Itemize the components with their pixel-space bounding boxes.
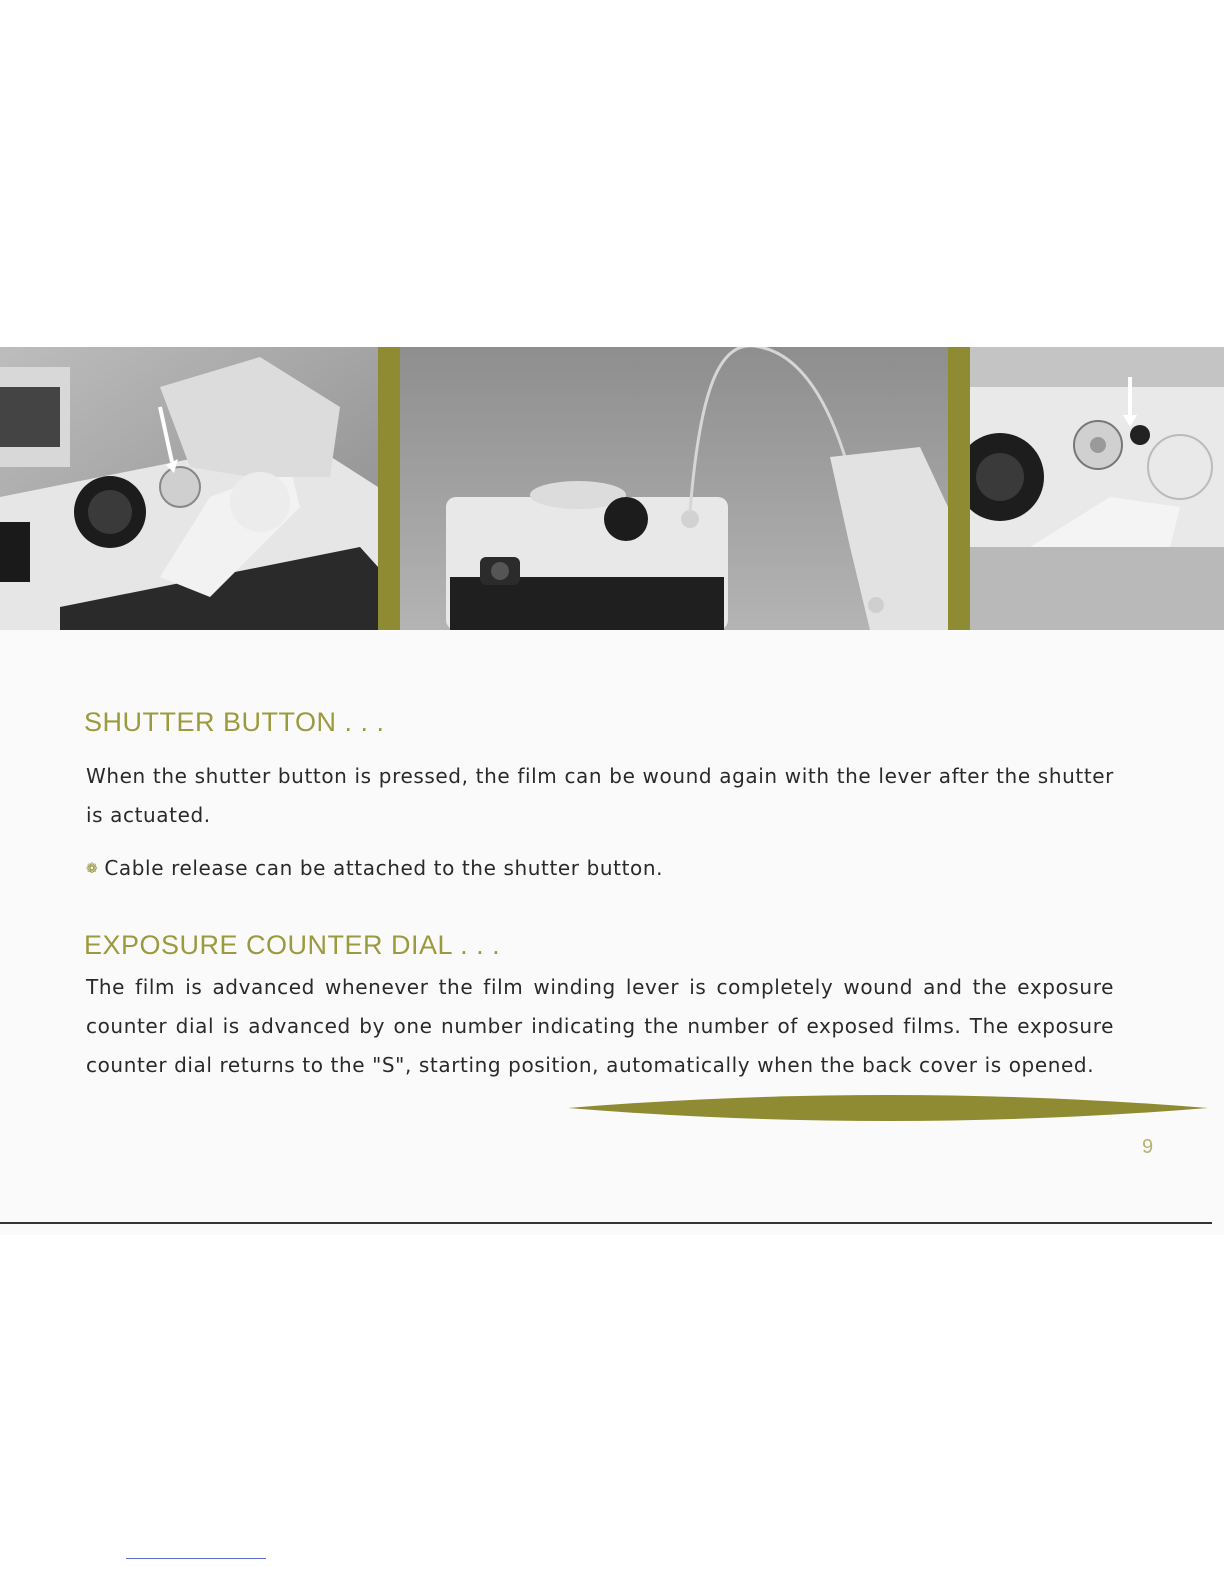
cable-release-note-text: Cable release can be attached to the shutter button. <box>104 856 664 880</box>
bottom-divider <box>0 1222 1212 1224</box>
exposure-counter-text: The film is advanced whenever the film winding lever is completely wound and the exposure counter dial is advanced by one number indicating the number of exposed films. The exposure counter dial returns to the "S", starting position, automatically when the back cover is opened. <box>86 975 1114 1077</box>
counter-dial-photo <box>970 347 1224 630</box>
olive-divider <box>948 347 970 630</box>
cable-release-photo <box>400 347 948 630</box>
olive-swoosh-decoration <box>568 1088 1208 1128</box>
cable-release-note <box>86 849 1114 889</box>
page-number: 9 <box>1142 1136 1154 1158</box>
photo-strip <box>0 347 1224 630</box>
shutter-button-text: When the shutter button is pressed, the film can be wound again with the lever after the shutter is actuated. <box>86 764 1114 827</box>
exposure-counter-heading: EXPOSURE COUNTER DIAL . . . <box>84 930 501 960</box>
flower-bullet-icon: ❁ <box>86 861 99 877</box>
footer-underline <box>126 1558 266 1559</box>
olive-divider <box>378 347 400 630</box>
shutter-button-photo <box>0 347 378 630</box>
shutter-button-heading: SHUTTER BUTTON . . . <box>84 707 385 737</box>
